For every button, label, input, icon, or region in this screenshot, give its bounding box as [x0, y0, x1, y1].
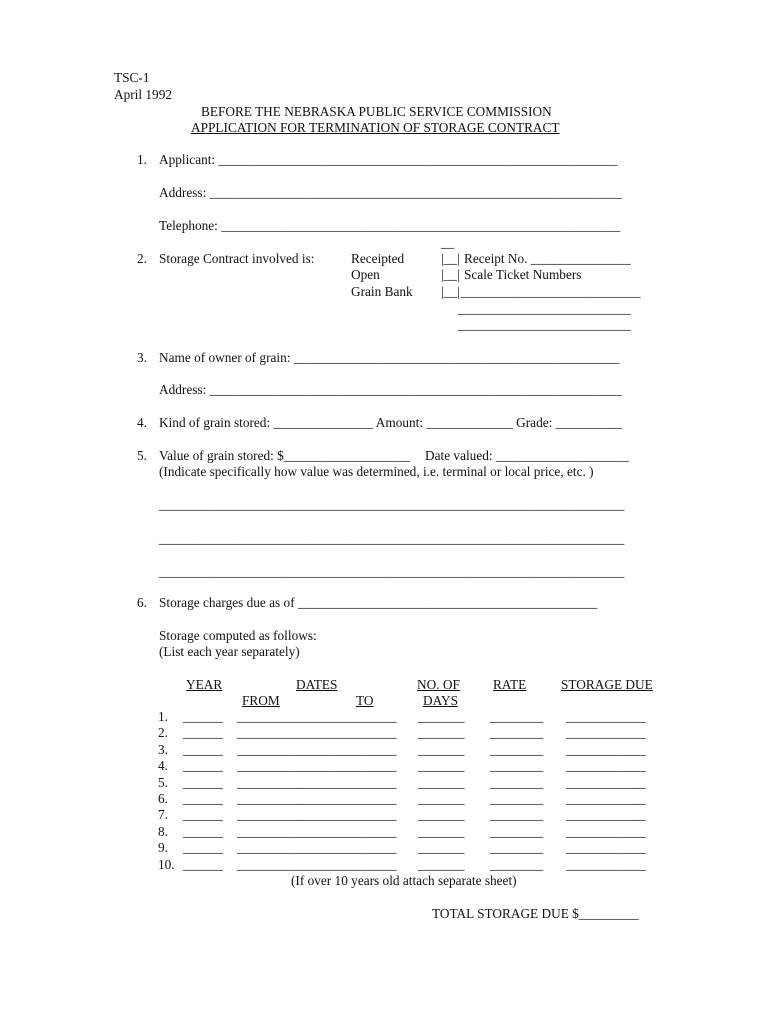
row-number: 4. [158, 758, 168, 774]
days-field[interactable]: _______ [418, 725, 465, 741]
item-2-number: 2. [137, 251, 147, 266]
rate-field[interactable]: ________ [490, 725, 544, 741]
dates-field[interactable]: ________________________ [237, 725, 397, 741]
value-explanation-line-3[interactable]: ______________________________________________________________________ [159, 564, 625, 579]
days-field[interactable]: _______ [418, 823, 465, 839]
dates-field[interactable]: ________________________ [237, 709, 397, 724]
item-3-number: 3. [137, 350, 147, 365]
year-field[interactable]: ______ [183, 840, 223, 856]
dates-field[interactable]: ________________________ [237, 774, 397, 790]
storage-due-field[interactable]: ____________ [566, 758, 646, 774]
year-field[interactable]: ______ [183, 758, 223, 774]
storage-due-field[interactable]: ____________ [566, 774, 646, 790]
year-field[interactable]: ______ [183, 856, 223, 872]
scale-ticket-label: Scale Ticket Numbers [464, 267, 582, 282]
checkbox-top-edge: __ [441, 235, 455, 250]
days-field[interactable]: _______ [418, 840, 465, 856]
rate-field[interactable]: ________ [490, 807, 544, 823]
list-separately-note: (List each year separately) [159, 644, 300, 659]
date-valued-field[interactable]: Date valued: ____________________ [425, 448, 629, 463]
year-field[interactable]: ______ [183, 709, 223, 724]
owner-name-field[interactable]: Name of owner of grain: _________________________________________________ [159, 350, 620, 365]
days-field[interactable]: _______ [418, 741, 465, 757]
contract-type-label: Storage Contract involved is: [159, 251, 315, 266]
storage-due-field[interactable]: ____________ [566, 807, 646, 823]
dates-field[interactable]: ________________________ [237, 840, 397, 856]
value-method-note: (Indicate specifically how value was determined, i.e. terminal or local price, etc. ) [159, 464, 594, 479]
over-ten-years-note: (If over 10 years old attach separate sheet) [291, 873, 517, 888]
rate-field[interactable]: ________ [490, 840, 544, 856]
checkbox-grain-bank[interactable]: |__| [441, 284, 460, 299]
dates-field[interactable]: ________________________ [237, 741, 397, 757]
grain-kind-amount-grade-field[interactable]: Kind of grain stored: _______________ Amount: _____________ Grade: __________ [159, 415, 623, 430]
header-year: YEAR [186, 677, 223, 692]
form-title: APPLICATION FOR TERMINATION OF STORAGE CONTRACT [191, 120, 560, 135]
rate-field[interactable]: ________ [490, 741, 544, 757]
rate-field[interactable]: ________ [490, 823, 544, 839]
header-days: DAYS [423, 693, 458, 708]
days-field[interactable]: _______ [418, 791, 465, 806]
header-no-of: NO. OF [417, 677, 460, 692]
days-field[interactable]: _______ [418, 856, 465, 872]
storage-charges-date-field[interactable]: Storage charges due as of _____________________________________________ [159, 595, 598, 610]
item-5-number: 5. [137, 448, 147, 463]
days-field[interactable]: _______ [418, 758, 465, 774]
header-rate: RATE [493, 677, 527, 692]
commission-heading: BEFORE THE NEBRASKA PUBLIC SERVICE COMMISSION [201, 104, 552, 119]
grain-value-field[interactable]: Value of grain stored: $___________________ [159, 448, 411, 463]
row-number: 3. [158, 741, 168, 757]
total-storage-due-field[interactable]: TOTAL STORAGE DUE $_________ [432, 906, 639, 921]
header-to: TO [356, 693, 374, 708]
row-number: 10. [158, 856, 175, 872]
item-1-number: 1. [137, 152, 147, 167]
scale-ticket-line-3[interactable]: __________________________ [458, 317, 631, 332]
form-id: TSC-1 [114, 70, 150, 85]
applicant-field[interactable]: Applicant: ____________________________________________________________ [159, 152, 618, 167]
row-number: 1. [158, 709, 168, 724]
rate-field[interactable]: ________ [490, 774, 544, 790]
year-field[interactable]: ______ [183, 774, 223, 790]
dates-field[interactable]: ________________________ [237, 856, 397, 872]
storage-due-field[interactable]: ____________ [566, 725, 646, 741]
storage-due-field[interactable]: ____________ [566, 856, 646, 872]
rate-field[interactable]: ________ [490, 856, 544, 872]
year-field[interactable]: ______ [183, 807, 223, 823]
receipt-number-field[interactable]: Receipt No. _______________ [464, 251, 631, 266]
header-dates: DATES [296, 677, 338, 692]
option-open-label: Open [351, 267, 380, 282]
storage-due-field[interactable]: ____________ [566, 840, 646, 856]
option-receipted-label: Receipted [351, 251, 405, 266]
dates-field[interactable]: ________________________ [237, 807, 397, 823]
year-field[interactable]: ______ [183, 725, 223, 741]
rate-field[interactable]: ________ [490, 758, 544, 774]
telephone-field[interactable]: Telephone: ____________________________________________________________ [159, 218, 621, 233]
rate-field[interactable]: ________ [490, 791, 544, 806]
row-number: 8. [158, 823, 168, 839]
form-date: April 1992 [114, 87, 172, 102]
checkbox-open[interactable]: |__| [441, 267, 460, 282]
item-4-number: 4. [137, 415, 147, 430]
item-6-number: 6. [137, 595, 147, 610]
scale-ticket-line-1[interactable]: ___________________________ [461, 284, 641, 299]
row-number: 6. [158, 791, 168, 806]
owner-address-field[interactable]: Address: ______________________________________________________________ [159, 382, 622, 397]
checkbox-receipted[interactable]: |__| [441, 251, 460, 266]
dates-field[interactable]: ________________________ [237, 791, 397, 806]
year-field[interactable]: ______ [183, 823, 223, 839]
dates-field[interactable]: ________________________ [237, 758, 397, 774]
days-field[interactable]: _______ [418, 807, 465, 823]
value-explanation-line-1[interactable]: ______________________________________________________________________ [159, 497, 625, 512]
row-number: 2. [158, 725, 168, 741]
storage-due-field[interactable]: ____________ [566, 823, 646, 839]
row-number: 7. [158, 807, 168, 823]
header-storage-due: STORAGE DUE [561, 677, 653, 692]
value-explanation-line-2[interactable]: ______________________________________________________________________ [159, 531, 625, 546]
storage-due-field[interactable]: ____________ [566, 791, 646, 806]
storage-computed-label: Storage computed as follows: [159, 628, 317, 643]
days-field[interactable]: _______ [418, 774, 465, 790]
storage-due-field[interactable]: ____________ [566, 741, 646, 757]
days-field[interactable]: _______ [418, 709, 465, 724]
year-field[interactable]: ______ [183, 741, 223, 757]
dates-field[interactable]: ________________________ [237, 823, 397, 839]
scale-ticket-line-2[interactable]: __________________________ [458, 301, 631, 316]
storage-due-field[interactable]: ____________ [566, 709, 646, 724]
rate-field[interactable]: ________ [490, 709, 544, 724]
option-grain-bank-label: Grain Bank [351, 284, 413, 299]
row-number: 5. [158, 774, 168, 790]
year-field[interactable]: ______ [183, 791, 223, 806]
row-number: 9. [158, 840, 168, 856]
applicant-address-field[interactable]: Address: ______________________________________________________________ [159, 185, 622, 200]
header-from: FROM [242, 693, 280, 708]
